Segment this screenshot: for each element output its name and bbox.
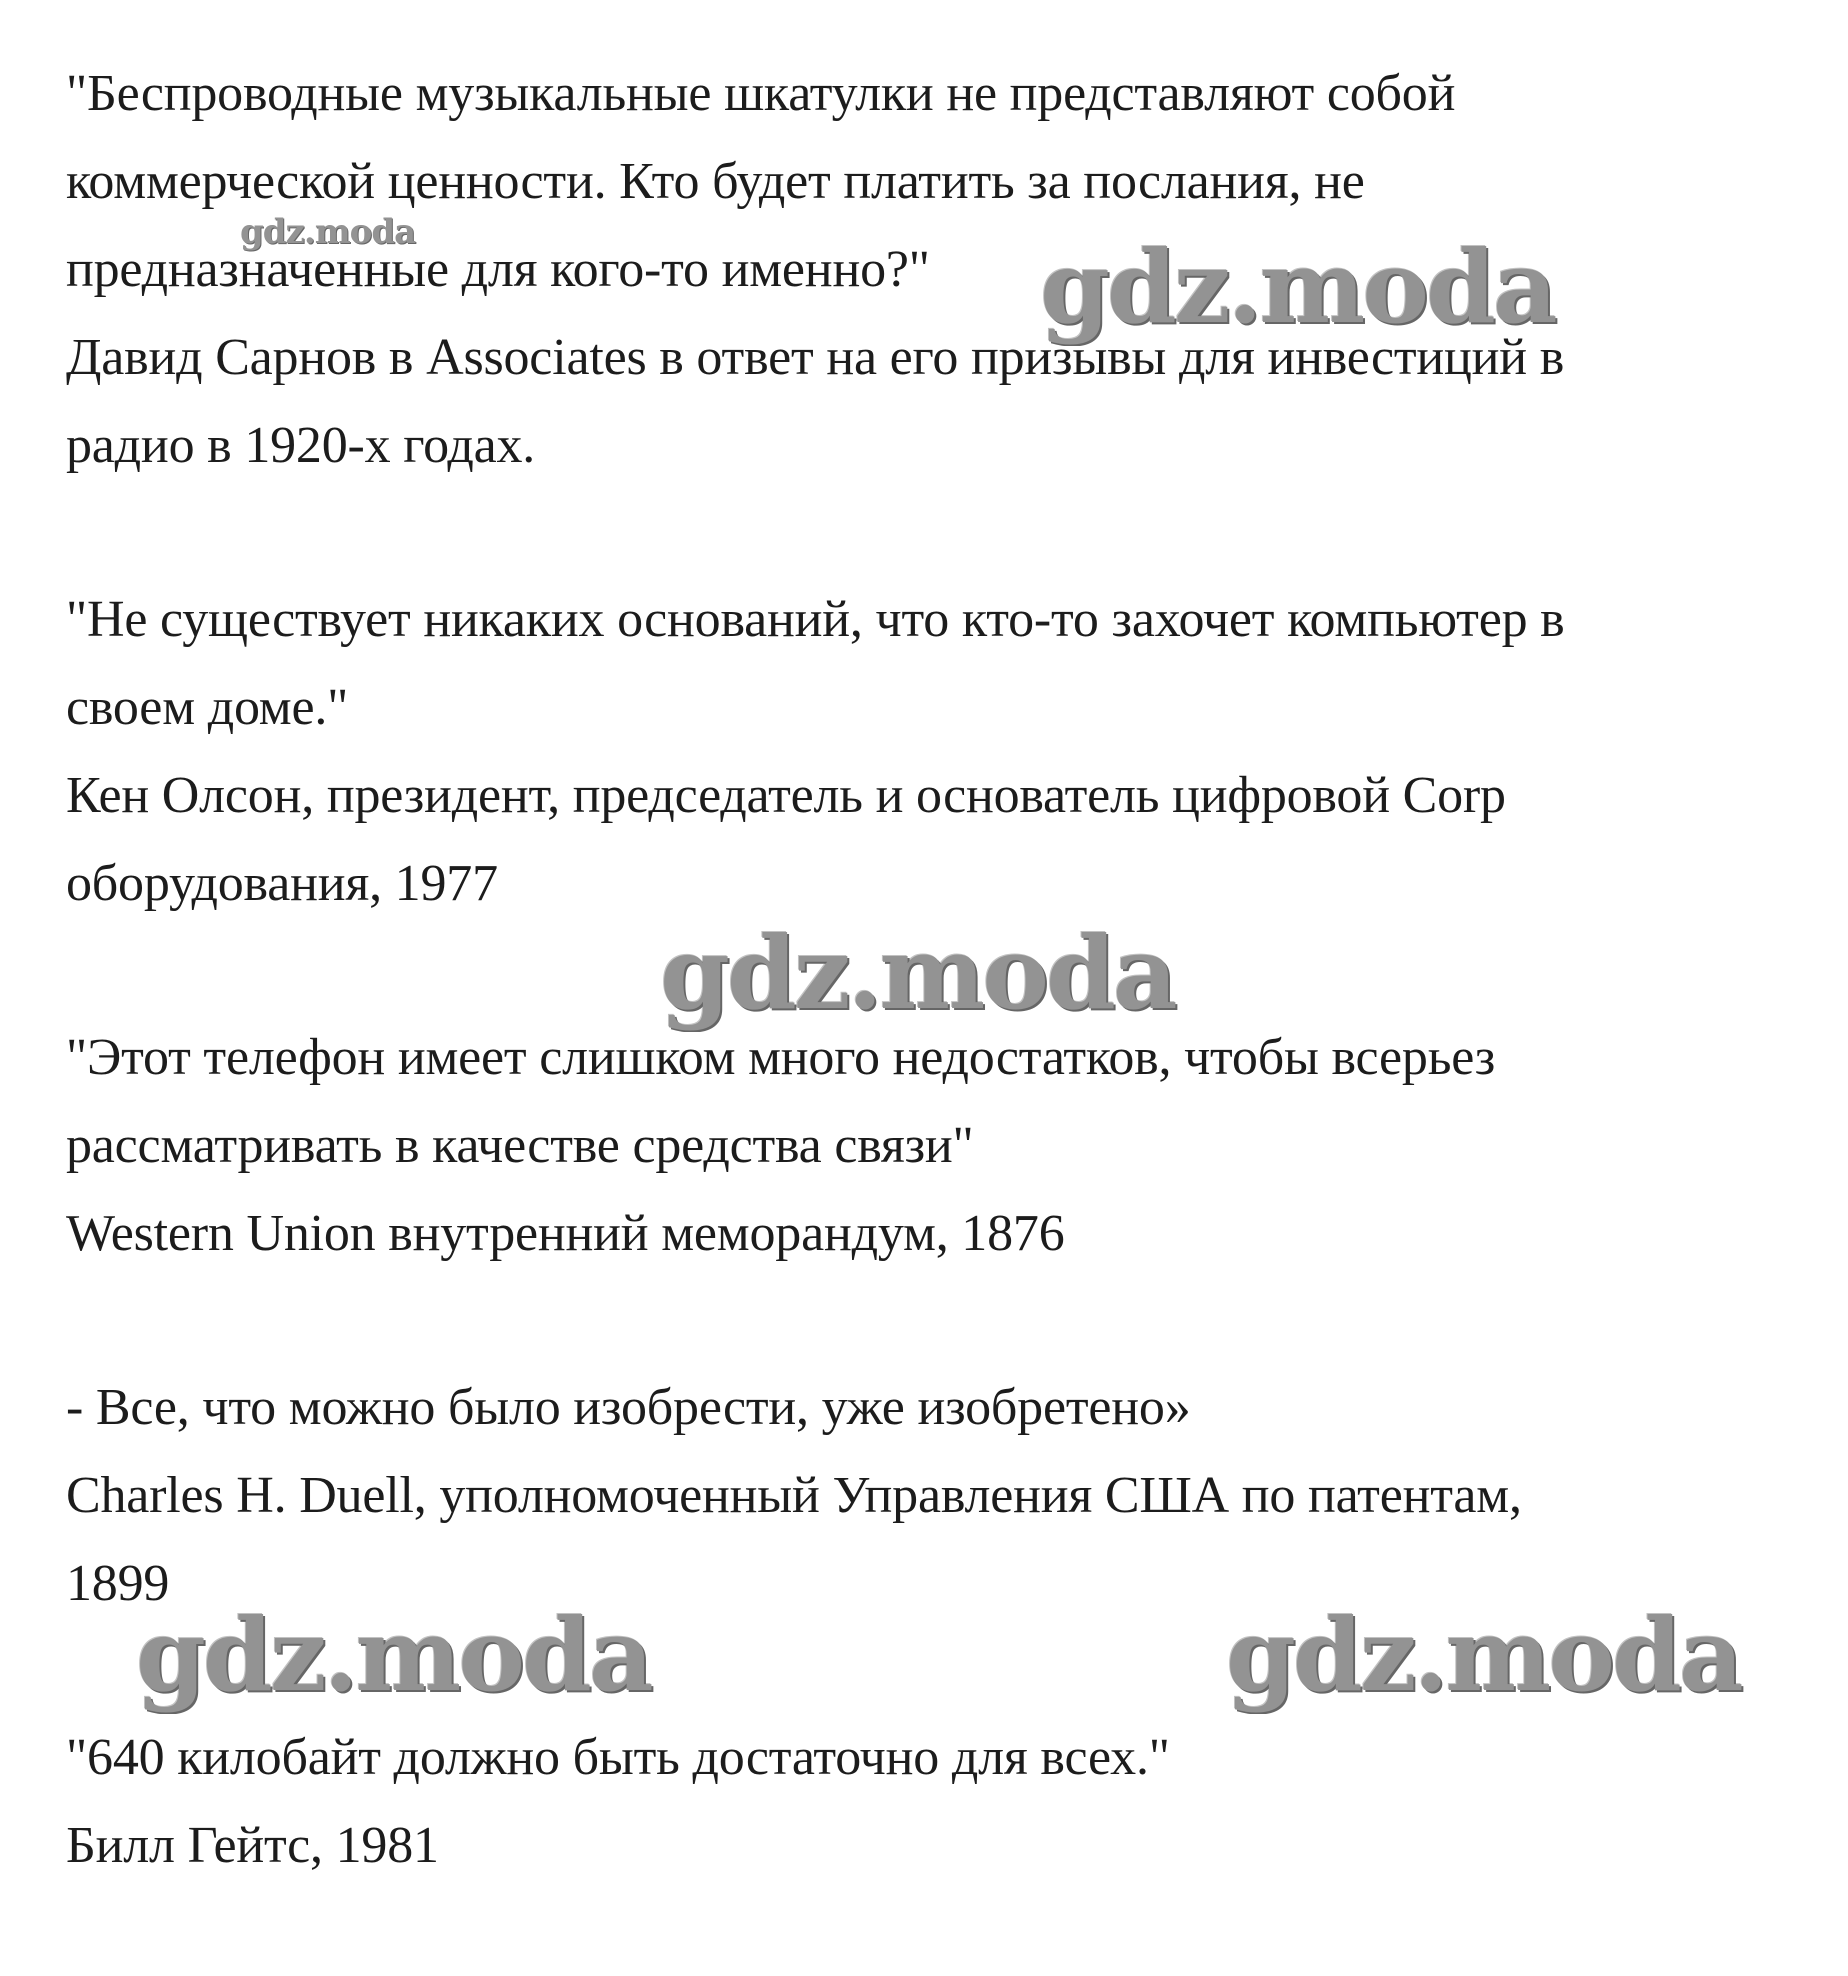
quote-1-attribution-2: радио в 1920-х годах. bbox=[66, 417, 536, 474]
watermark-top-right: gdz.moda bbox=[1040, 228, 1555, 346]
watermark-bottom-right: gdz.moda bbox=[1226, 1596, 1741, 1714]
quote-1-attribution-1: Давид Сарнов в Associates в ответ на его призывы для инвестиций в bbox=[66, 329, 1565, 386]
quote-1-line-1: "Беспроводные музыкальные шкатулки не представляют собой bbox=[66, 65, 1456, 122]
watermark-center: gdz.moda bbox=[660, 914, 1175, 1032]
quote-2-line-2: своем доме." bbox=[66, 679, 349, 736]
quote-1-line-2: коммерческой ценности. Кто будет платить за послания, не bbox=[66, 153, 1365, 210]
quote-2-line-1: "Не существует никаких оснований, что кто-то захочет компьютер в bbox=[66, 591, 1565, 648]
watermark-small: gdz.moda bbox=[240, 212, 416, 252]
quote-1-line-3: предназначенные для кого-то именно?" bbox=[66, 241, 930, 298]
quote-4-attribution-2: 1899 bbox=[66, 1555, 170, 1612]
quote-4-attribution-1: Charles H. Duell, уполномоченный Управления США по патентам, bbox=[66, 1467, 1522, 1524]
quote-5-line-1: "640 килобайт должно быть достаточно для всех." bbox=[66, 1729, 1170, 1786]
quote-3-line-2: рассматривать в качестве средства связи" bbox=[66, 1117, 974, 1174]
quote-5-attribution-1: Билл Гейтс, 1981 bbox=[66, 1817, 439, 1874]
quote-2-attribution-1: Кен Олсон, президент, председатель и основатель цифровой Corp bbox=[66, 767, 1506, 824]
watermark-bottom-left: gdz.moda bbox=[136, 1596, 651, 1714]
quote-3-line-1: "Этот телефон имеет слишком много недостатков, чтобы всерьез bbox=[66, 1029, 1496, 1086]
quote-2-attribution-2: оборудования, 1977 bbox=[66, 855, 498, 912]
quote-4-line-1: - Все, что можно было изобрести, уже изобретено» bbox=[66, 1379, 1191, 1436]
quote-3-attribution-1: Western Union внутренний меморандум, 1876 bbox=[66, 1205, 1065, 1262]
